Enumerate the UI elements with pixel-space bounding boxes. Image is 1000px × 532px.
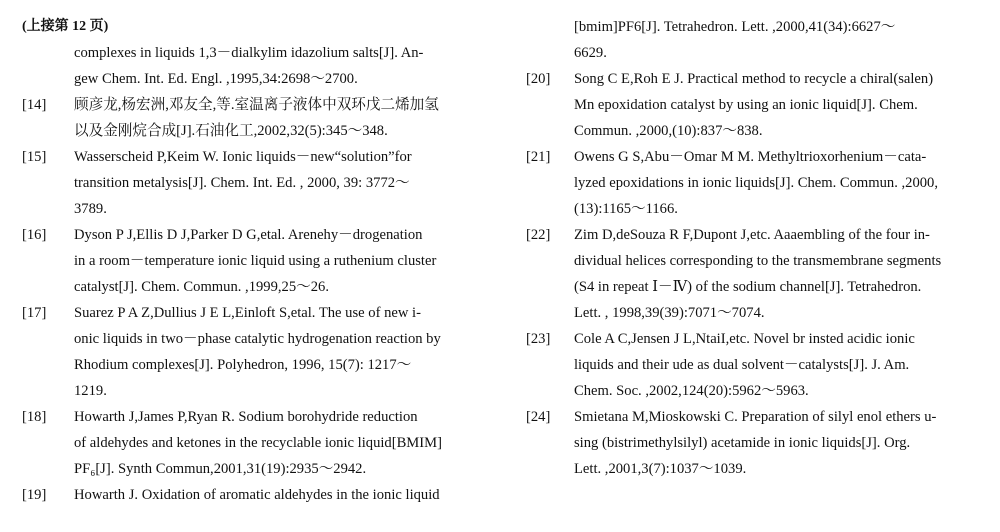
reference-entry: [526, 222, 988, 326]
reference-line: 1219.: [74, 383, 107, 399]
reference-line: Howarth J. Oxidation of aromatic aldehydes in the ionic liquid: [74, 487, 440, 503]
reference-entry: [22, 482, 492, 508]
reference-line: Dyson P J,Ellis D J,Parker D G,etal. Arenehy－drogenation: [74, 227, 423, 243]
reference-entry: [526, 326, 988, 404]
reference-number: [23]: [526, 331, 551, 347]
continued-line: [bmim]PF6[J]. Tetrahedron. Lett. ,2000,41(34):6627～: [574, 19, 896, 35]
reference-line: Zim D,deSouza R F,Dupont J,etc. Aaaembling of the four in-: [574, 227, 930, 243]
reference-line: Lett. , 1998,39(39):7071～7074.: [574, 305, 765, 321]
reference-number: [19]: [22, 487, 47, 503]
reference-line: 3789.: [74, 201, 107, 217]
reference-line: Owens G S,Abu－Omar M M. Methyltrioxorhenium－cata-: [574, 149, 927, 165]
reference-number: [21]: [526, 149, 551, 165]
reference-entry: [526, 144, 988, 222]
reference-line: Mn epoxidation catalyst by using an ionic liquid[J]. Chem.: [574, 97, 918, 113]
reference-line: 顾彦龙,杨宏洲,邓友全,等.室温离子液体中双环戊二烯加氢: [74, 97, 439, 113]
reference-line: sing (bistrimethylsilyl) acetamide in ionic liquids[J]. Org.: [574, 435, 911, 451]
reference-number: [14]: [22, 97, 47, 113]
reference-line: onic liquids in two－phase catalytic hydrogenation reaction by: [74, 331, 441, 347]
continued-from-header: (上接第 12 页): [22, 19, 109, 34]
reference-number: [18]: [22, 409, 47, 425]
reference-line: dividual helices corresponding to the transmembrane segments: [574, 253, 942, 269]
reference-number: [15]: [22, 149, 47, 165]
reference-entry: [22, 144, 492, 222]
reference-line: Smietana M,Mioskowski C. Preparation of silyl enol ethers u-: [574, 409, 937, 425]
reference-line: Chem. Soc. ,2002,124(20):5962～5963.: [574, 383, 809, 399]
reference-list: [22, 92, 492, 508]
reference-number: [16]: [22, 227, 47, 243]
reference-line: (S4 in repeat Ⅰ－Ⅳ) of the sodium channel[J]. Tetrahedron.: [574, 279, 922, 295]
reference-number: [22]: [526, 227, 551, 243]
reference-line: in a room－temperature ionic liquid using a ruthenium cluster: [74, 253, 437, 269]
reference-line: transition metalysis[J]. Chem. Int. Ed. , 2000, 39: 3772～: [74, 175, 410, 191]
reference-list: [526, 66, 988, 482]
reference-line: Commun. ,2000,(10):837～838.: [574, 123, 763, 139]
continued-line: complexes in liquids 1,3－dialkylim idazolium salts[J]. An-: [74, 45, 424, 61]
reference-entry: [526, 66, 988, 144]
reference-line: Howarth J,James P,Ryan R. Sodium borohydride reduction: [74, 409, 418, 425]
reference-entry: [22, 222, 492, 300]
reference-line: (13):1165～1166.: [574, 201, 678, 217]
continued-line: gew Chem. Int. Ed. Engl. ,1995,34:2698～2700.: [74, 71, 358, 87]
left-column: [22, 14, 492, 508]
reference-number: [24]: [526, 409, 551, 425]
reference-number: [20]: [526, 71, 551, 87]
reference-line: liquids and their ude as dual solvent－catalysts[J]. J. Am.: [574, 357, 910, 373]
reference-line: PF₆[J]. Synth Commun,2001,31(19):2935～2942.: [74, 461, 367, 477]
reference-line: Suarez P A Z,Dullius J E L,Einloft S,etal. The use of new i-: [74, 305, 421, 321]
reference-line: Song C E,Roh E J. Practical method to recycle a chiral(salen): [574, 71, 934, 87]
reference-line: Wasserscheid P,Keim W. Ionic liquids－new“solution”for: [74, 149, 412, 165]
reference-line: Lett. ,2001,3(7):1037～1039.: [574, 461, 747, 477]
reference-entry: [22, 300, 492, 404]
reference-line: Cole A C,Jensen J L,NtaiI,etc. Novel br insted acidic ionic: [574, 331, 915, 347]
reference-line: Rhodium complexes[J]. Polyhedron, 1996, 15(7): 1217～: [74, 357, 412, 373]
reference-number: [17]: [22, 305, 47, 321]
reference-line: of aldehydes and ketones in the recyclable ionic liquid[BMIM]: [74, 435, 442, 451]
reference-line: catalyst[J]. Chem. Commun. ,1999,25～26.: [74, 279, 329, 295]
reference-line: lyzed epoxidations in ionic liquids[J]. Chem. Commun. ,2000,: [574, 175, 939, 191]
reference-line: 以及金刚烷合成[J].石油化工,2002,32(5):345～348.: [74, 123, 388, 139]
reference-entry: [526, 404, 988, 482]
continued-line: 6629.: [574, 45, 607, 61]
reference-entry: [22, 92, 492, 144]
reference-entry: [22, 404, 492, 482]
right-column: [526, 14, 988, 482]
